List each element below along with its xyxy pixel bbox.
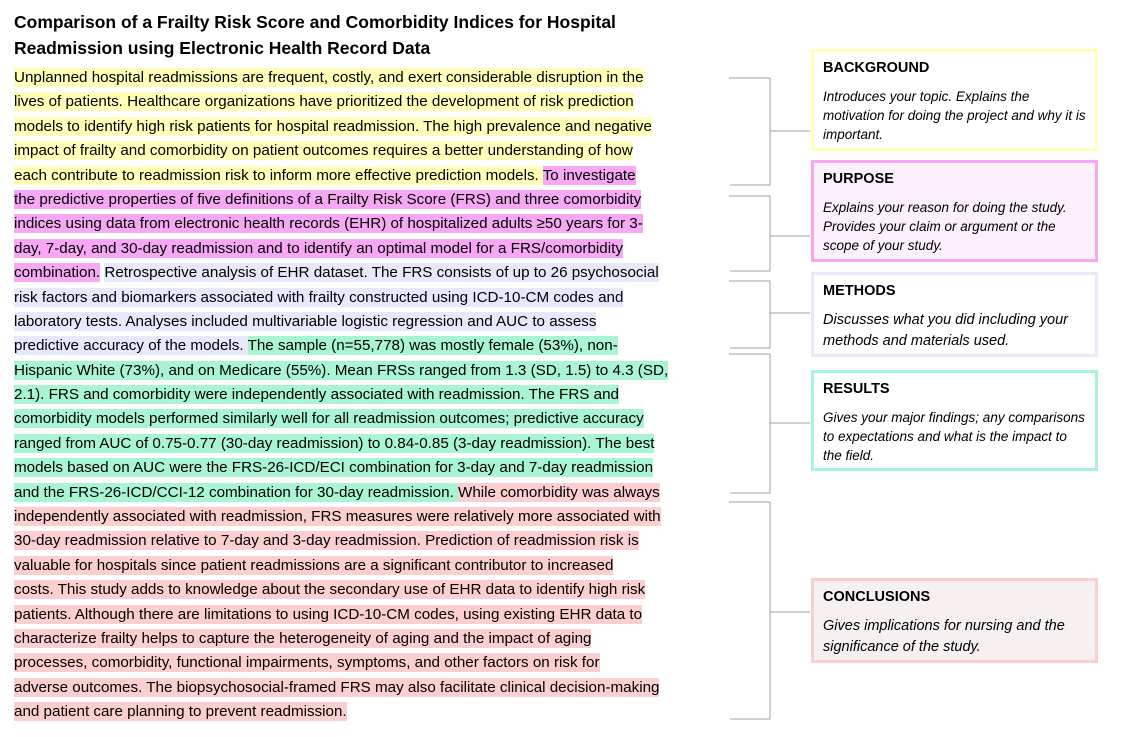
- conclusions-text: and patient care planning to prevent readmission.: [14, 703, 347, 721]
- methods-text: risk factors and biomarkers associated with frailty constructed using ICD-10-CM codes and: [14, 288, 624, 306]
- results-text: models based on AUC were the FRS-26-ICD/ECI combination for 3-day and 7-day readmission: [14, 459, 654, 477]
- conclusions-text: adverse outcomes. The biopsychosocial-framed FRS may also facilitate clinical decision-making: [14, 678, 660, 696]
- bracket-results: [729, 354, 810, 493]
- conclusions-text: independently associated with readmission, FRS measures were relatively more associated with: [14, 508, 661, 526]
- results-heading: RESULTS: [823, 381, 890, 397]
- conclusions-text: While comorbidity was always: [458, 483, 660, 501]
- conclusions-text: costs. This study adds to knowledge about the secondary use of EHR data to identify high risk: [14, 581, 646, 599]
- purpose-text: combination.: [14, 264, 101, 282]
- purpose-text: day, 7-day, and 30-day readmission and to identify an optimal model for a FRS/comorbidity: [14, 239, 623, 257]
- results-text: 2.1). FRS and comorbidity were independently associated with readmission. The FRS and: [14, 386, 619, 404]
- bracket-methods: [729, 281, 810, 348]
- purpose-heading: PURPOSE: [823, 171, 894, 187]
- results-text: The sample (n=55,778) was mostly female (53%), non-: [247, 337, 618, 355]
- results-description: Gives your major findings; any comparisons to expectations and what is the impact to the field.: [823, 410, 1085, 463]
- conclusions-box: [811, 578, 1098, 663]
- background-text: Unplanned hospital readmissions are frequent, costly, and exert considerable disruption in the: [14, 69, 644, 86]
- results-box: [811, 370, 1098, 471]
- bracket-purpose: [729, 196, 810, 271]
- purpose-text: the predictive properties of five definitions of a Frailty Risk Score (FRS) and three comorbidity: [14, 190, 642, 208]
- page-title: Comparison of a Frailty Risk Score and Comorbidity Indices for Hospital Readmission using Electronic Health Record Data: [14, 12, 616, 58]
- background-description: Introduces your topic. Explains the motivation for doing the project and why it is important.: [823, 89, 1086, 142]
- results-text: and the FRS-26-ICD/CCI-12 combination for 30-day readmission.: [14, 483, 459, 501]
- background-text: impact of frailty and comorbidity on patient outcomes requires a better understanding of how: [14, 142, 633, 160]
- bracket-background: [729, 78, 810, 185]
- methods-description: Discusses what you did including your methods and materials used.: [823, 312, 1069, 349]
- conclusions-text: characterize frailty helps to capture the heterogeneity of aging and the impact of aging: [14, 629, 592, 647]
- conclusions-text: 30-day readmission relative to 7-day and 3-day readmission. Prediction of readmission risk is: [14, 532, 639, 550]
- bracket-conclusions: [729, 502, 810, 719]
- conclusions-text: patients. Although there are limitations to using ICD-10-CM codes, using existing EHR data to: [14, 605, 643, 623]
- methods-heading: METHODS: [823, 283, 896, 299]
- conclusions-text: processes, comorbidity, functional impairments, symptoms, and other factors on risk for: [14, 654, 600, 672]
- results-text: ranged from AUC of 0.75-0.77 (30-day readmission) to 0.84-0.85 (3-day readmission). The best: [14, 434, 655, 452]
- methods-text: Retrospective analysis of EHR dataset. The FRS consists of up to 26 psychosocial: [104, 264, 659, 282]
- results-text: comorbidity models performed similarly well for all readmission outcomes; predictive accuracy: [14, 410, 644, 428]
- purpose-text: To investigate: [542, 166, 636, 184]
- conclusions-text: valuable for hospitals since patient readmissions are a significant contributor to increased: [14, 556, 614, 574]
- background-text: each contribute to readmission risk to inform more effective prediction models.: [14, 166, 543, 184]
- methods-box: [811, 272, 1098, 357]
- background-box: [811, 49, 1098, 151]
- methods-text: laboratory tests. Analyses included multivariable logistic regression and AUC to assess: [14, 312, 597, 330]
- purpose-box: [811, 160, 1098, 262]
- results-text: Hispanic White (73%), and on Medicare (55%). Mean FRSs ranged from 1.3 (SD, 1.5) to 4.3 (SD,: [14, 361, 669, 379]
- background-heading: BACKGROUND: [823, 60, 930, 76]
- conclusions-heading: CONCLUSIONS: [823, 589, 931, 605]
- purpose-text: indices using data from electronic health records (EHR) of hospitalized adults ≥50 years for 3-: [14, 215, 643, 233]
- background-text: lives of patients. Healthcare organizations have prioritized the development of risk prediction: [14, 93, 634, 111]
- purpose-description: Explains your reason for doing the study. Provides your claim or argument or the scope of your study.: [823, 200, 1067, 253]
- methods-text: predictive accuracy of the models.: [14, 337, 248, 355]
- conclusions-description: Gives implications for nursing and the significance of the study.: [823, 618, 1065, 655]
- background-text: models to identify high risk patients for hospital readmission. The high prevalence and negative: [14, 117, 652, 135]
